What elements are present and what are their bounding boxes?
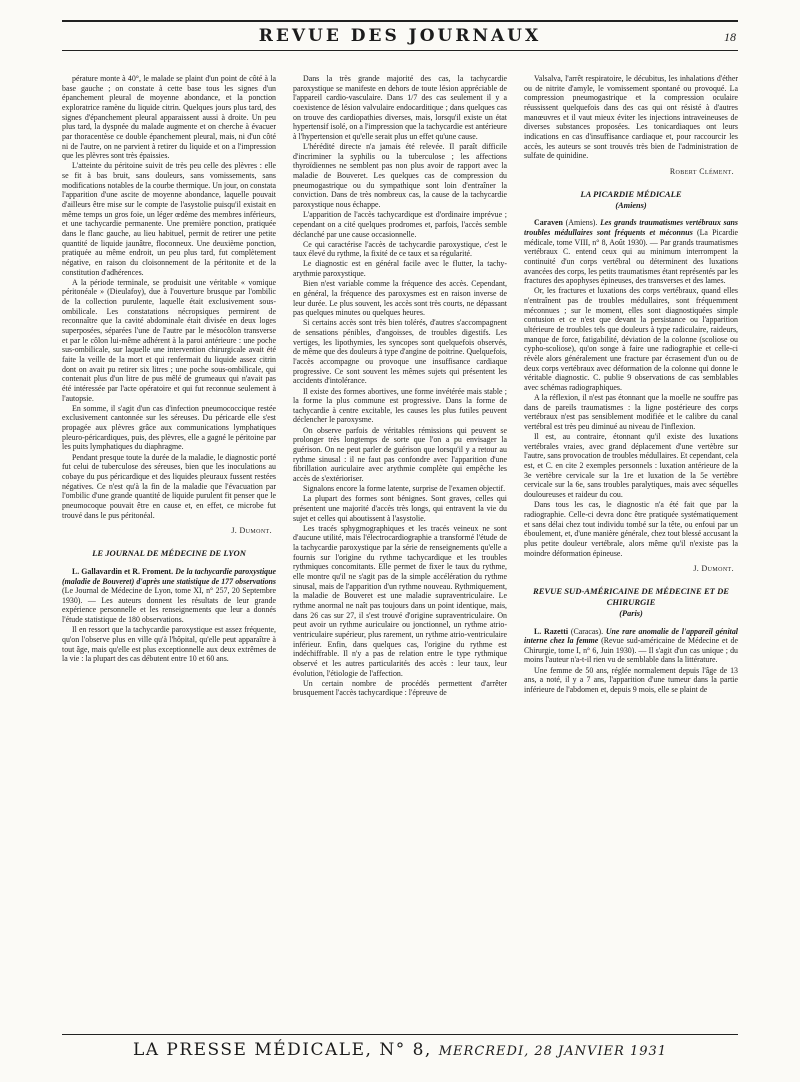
paragraph: En somme, il s'agit d'un cas d'infection pneumococcique restée exclusivement cantonnée sur les séreuses. Du péricarde elle s'est propagée aux plèvres grâce aux communications lymphatiques pleuro-péricardiques, puis, des plèvres, elle a gagné le péritoine par les puits lymphatiques du diaphragme.: [62, 403, 276, 452]
article-reference: (Revue sud-américaine de Médecine et de Chirurgie, tome I, n° 6, Juin 1930). — Il s'agit d'un cas unique ; du moins l'auteur n'a-t-il rien vu de semblable dans la littérature.: [524, 636, 738, 665]
footer-date: MERCREDI, 28 JANVIER 1931: [438, 1044, 668, 1059]
footer-rule: [62, 1034, 738, 1035]
author-signature: J. Dumont.: [231, 526, 272, 536]
article-title: De la tachycardie paroxystique (maladie de Bouveret) d'après une statistique de 177 observations: [62, 566, 276, 586]
paragraph: Un certain nombre de procédés permettent d'arrêter brusquement l'accès tachycardique : l'épreuve de: [293, 678, 507, 698]
paragraph: Or, les fractures et luxations des corps vertébraux, quand elles n'entraînent pas de troubles médullaires, sont fréquemment méconnues ; sur le moment, elles sont diagnostiquées simple contusion et ce n'est que devant la persistance ou l'apparition ultérieure de troubles tels que douleurs à type radiculaire, raideurs, manque de force, fatigabilité, déviation de la colonne (scoliose ou cypho-scoliose), qu'on songe à faire une radiographie et celle-ci révèle alors généralement une fracture par écrasement d'un ou de deux corps vertébraux avec déformation de la colonne qui donne le véritable diagnostic. C. publie 9 observations de cas semblables avec schémas radiographiques.: [524, 286, 738, 392]
paragraph: Ce qui caractérise l'accès de tachycardie paroxystique, c'est le taux élevé du rythme, la fixité de ce taux et sa régularité.: [293, 239, 507, 259]
paragraph: L'hérédité directe n'a jamais été relevée. Il paraît difficile d'incriminer la syphilis ou la tuberculose ; les affections thyroïdiennes ne semblent pas non plus avoir de rapport avec la maladie de Bouveret. Les quelques cas de compression du pneumogastrique ou du sympathique sont loin d'entraîner la conviction. Dans de très nombreux cas, la cause de la tachycardie paroxystique nous échappe.: [293, 142, 507, 210]
paragraph: pérature monte à 40°, le malade se plaint d'un point de côté à la base gauche ; on constate à cette base tous les signes d'un épanchement pleural de moyenne abondance, et la ponction exploratrice ramène du liquide citrin. Quelques jours plus tard, des signes d'épanchement pleural apparaissent aussi à droite. Un peu plus tard, la dyspnée du malade augmente et on cherche à évacuer par thoracentèse ce double épanchement pleural, mais, ni d'un côté ni de l'autre, on ne parvient à retirer du liquide et on a l'impression que les plèvres sont très épaissies.: [62, 74, 276, 161]
article-title: Une rare anomalie de l'appareil génital interne chez la femme: [524, 626, 738, 646]
header-top-rule: [62, 20, 738, 22]
footer-issue-number: N° 8,: [379, 1040, 432, 1060]
paragraph: Dans tous les cas, le diagnostic n'a été fait que par la radiographie. Celle-ci devra donc être pratiquée systématiquement et sans délai chez tout individu tombé sur la tête, ou enfoui par un éboulement, et, d'une manière générale, chez tout blessé accusant la plus petite douleur vertébrale, alors même qu'il n'existe pas la moindre déformation épineuse.: [524, 500, 738, 558]
journal-section-heading: LE JOURNAL DE MÉDECINE DE LYON: [92, 547, 246, 558]
paragraph: Le diagnostic est en général facile avec le flutter, la tachy-arythmie paroxystique.: [293, 259, 507, 279]
paragraph: Dans la très grande majorité des cas, la tachycardie paroxystique se manifeste en dehors de toute lésion appréciable de l'appareil cardio-vasculaire. Dans 1/7 des cas seulement il y a coexistence de lésion valvulaire endocarditique ; dans quelques cas on trouve des cardiopathies diverses, mais, lorsqu'il existe un état hypertensif isolé, on a l'impression que la tachycardie est antérieure à l'hypertension et qu'elle serait plus un effet qu'une cause.: [293, 74, 507, 141]
article-place: (Caracas).: [570, 626, 604, 636]
paragraph: Valsalva, l'arrêt respiratoire, le décubitus, les inhalations d'éther ou de nitrite d'amyle, le vomissement spontané ou provoqué. La compression pneumogastrique et la compression oculaire réussissent quelquefois dans des cas qui ont résisté à d'autres manœuvres et il vaut mieux éviter les injections intraveineuses de diverses substances proposées. Les tonicardiaques ont leurs indications en cas d'insuffisance cardiaque et, pour raccourcir les accès, les auteurs se sont trouvés très bien de l'administration de sulfate de quinidine.: [524, 74, 738, 161]
article-authors: L. Razetti: [534, 626, 569, 636]
paragraph: On observe parfois de véritables rémissions qui peuvent se prolonger très longtemps de sorte que l'on a pu envisager la guérison. On ne peut parler de guérison que lorsqu'il y a retour au rythme sinusal : il ne faut pas confondre avec l'apparition d'une fibrillation auriculaire avec arythmie complète qui empêche les accès de s'extérioriser.: [293, 425, 507, 483]
paragraph: L'apparition de l'accès tachycardique est d'ordinaire imprévue ; cependant on a cité quelques prodromes et, parfois, l'accès semble déclanché par une cause occasionnelle.: [293, 210, 507, 239]
article-title: Les grands traumatismes vertébraux sans troubles médullaires sont fréquents et méconnus: [524, 218, 738, 237]
article-place: (Amiens).: [565, 218, 598, 228]
paragraph: La plupart des formes sont bénignes. Sont graves, celles qui présentent une majorité d'accès très longs, qui entravent la vie du sujet et celles qui aboutissent à l'asystolie.: [293, 494, 507, 523]
paragraph: A la réflexion, il n'est pas étonnant que la moelle ne souffre pas dans de pareils traumatismes : la ligne postérieure des corps vertébraux n'est pas sensiblement modifiée et le calibre du canal vertébral est très peu diminué au niveau de l'inflexion.: [524, 393, 738, 431]
article-authors: Caraven: [534, 218, 563, 228]
article-reference: (Le Journal de Médecine de Lyon, tome XI, n° 257, 20 Septembre 1930). — Les auteurs donnent les résultats de leur grande expérience personnelle et les renseignements que leur a donnés l'étude statistique de 180 observations.: [62, 586, 276, 625]
paragraph: Pendant presque toute la durée de la maladie, le diagnostic porté fut celui de tuberculose des séreuses, bien que les inoculations au cobaye du pus péricardique et des liquides pleuraux fussent restées négatives. Ce n'est qu'à la fin de la maladie que l'évacuation par l'ombilic d'une grande quantité de liquide purulent fit penser que le pneumocoque pouvait être en cause et, en effet, ce microbe fut trouvé dans le pus péritonéal.: [62, 452, 276, 520]
header-bottom-rule: [62, 50, 738, 51]
paragraph: Il existe des formes abortives, une forme invétérée mais stable ; la forme la plus commune est progressive. Dans la forme de tachycardie à centre excitable, les causes les plus futiles peuvent déclencher le paroxysme.: [293, 386, 507, 425]
paragraph: Il est, au contraire, étonnant qu'il existe des luxations vertébrales vraies, avec grand déplacement d'une vertèbre sur l'autre, sans provocation de troubles médullaires. Et cependant, cela est, et C. en cite 2 exemples personnels : luxation antérieure de la 3e vertèbre cervicale sur la 1re et luxation de la 5e vertèbre cervicale sur la 6e, sans troubles paralytiques, mais avec séquelles douloureuses et raideur du cou.: [524, 432, 738, 500]
article-reference: (La Picardie médicale, tome VIII, n° 8, Août 1930). — Par grands traumatismes vertébraux C. entend ceux qui au minimum interrompent la continuité d'un corps vertébral ou déterminent des luxations avancées des corps, les petits traumatismes étant représentés par les fractures des apophyses épineuses, des transverses et des lames.: [524, 227, 738, 286]
article-authors: L. Gallavardin et R. Froment.: [72, 566, 174, 576]
page-number: 18: [724, 30, 736, 44]
article-lead: [62, 567, 276, 625]
footer-journal-name: LA PRESSE MÉDICALE,: [132, 1040, 373, 1060]
paragraph: Signalons encore la forme latente, surprise de l'examen objectif.: [303, 484, 506, 494]
journal-section-city: (Paris): [619, 608, 643, 618]
page-footer: [62, 1040, 738, 1060]
paragraph: Bien n'est variable comme la fréquence des accès. Cependant, en général, la fréquence des paroxysmes est en raison inverse de leur durée. Le plus souvent, les accès sont très courts, ne dépassant pas quelques minutes ou quelques heures.: [293, 279, 507, 318]
paragraph: A la période terminale, se produisit une véritable « vomique péritonéale » (Dieulafoy), due à l'ouverture brusque par l'ombilic de la collection purulente, laquelle était exclusivement sous-ombilicale. Les constatations nécropsiques permirent de reconnaître que la cavité abdominale était divisée en deux loges superposées, séparées l'une de l'autre par le mésocôlon transverse et par le côlon lui-même adhérent à la paroi antérieure : une poche sus-ombilicale, sur laquelle une intervention chirurgicale avait été faite la veille de la mort et qui renfermait du liquide assez citrin dont on avait pu retirer six litres ; une poche sous-ombilicale, qui contenait plus d'un litre de pus mêlé de grumeaux qui n'avait pas été intéressée par l'acte opératoire et qui fut reconnue seulement à l'autopsie.: [62, 277, 276, 403]
running-header-title: REVUE DES JOURNAUX: [258, 26, 542, 46]
paragraph: Si certains accès sont très bien tolérés, d'autres s'accompagnent de sensations pénibles, d'angoisses, de troubles digestifs. Les vertiges, les lipothymies, les syncopes sont quelquefois observés, de même que des douleurs à type d'angine de poitrine. Quelquefois, l'accès accompagne ou provoque une insuffisance cardiaque progressive. Ce sont souvent les mêmes sujets qui présentent les accidents d'intolérance.: [293, 318, 507, 386]
paragraph: Il en ressort que la tachycardie paroxystique est assez fréquente, qu'on l'observe plus en ville qu'à l'hôpital, qu'elle peut apparaître à tout âge, mais qu'elle est plus exceptionnelle aux deux extrêmes de la vie : la plupart des cas débutent entre 10 et 60 ans.: [62, 625, 276, 664]
article-lead: [524, 627, 738, 666]
paragraph: Les tracés sphygmographiques et les tracés veineux ne sont d'aucune utilité, mais l'électrocardiographie a transformé l'étude de la tachycardie paroxystique par la série de renseignements qu'elle a fournis sur l'origine du rythme tachycardique et les troubles rythmiques concomitants. Elle permet de fixer le taux du rythme, elle montre qu'il ne s'agit pas de la simple accélération du rythme sinusal, mais de l'apparition d'un rythme nouveau. Rythmiquement, la maladie de Bouveret est une maladie supraventriculaire. Le rythme anormal ne naît pas toujours dans un point identique, mais, dans 26 cas sur 27, il s'est trouvé d'origine supraventriculaire. On peut avoir un rythme auriculaire ou jonctionnel, un rythme atrio-ventriculaire supérieur, plus rarement, un rythme atrio-ventriculaire inférieur. Enfin, dans quelques cas, l'origine du rythme est indéchiffrable. Il n'y a pas de relation entre le type rythmique observé et les autres particularités des accès : leur taux, leur évolution, l'étiologie de l'affection.: [293, 523, 507, 678]
column-left: [62, 74, 276, 1029]
journal-section-city: (Amiens): [615, 200, 647, 210]
text-columns: [62, 74, 738, 1029]
paragraph: L'atteinte du péritoine suivit de très peu celle des plèvres : elle se fit à bas bruit, sans douleurs, sans vomissements, sans modifications notables de la courbe thermique. Un jour, on constata l'apparition d'une ascite de moyenne abondance, laquelle pouvait d'ailleurs être mise sur le compte de l'asystolie puisqu'il existait en même temps un gros foie, un léger œdème des membres inférieurs, et une tachycardie permanente. Une première ponction, pratiquée dans le flanc gauche, au lieu habituel, permit de retirer une petite quantité de liquide jaunâtre, floconneux. Une deuxième ponction, pratiquée au même endroit, un peu plus tard, fut complètement négative, en raison du cloisonnement de la péritonite et de la constitution d'adhérences.: [62, 161, 276, 277]
author-signature: J. Dumont.: [693, 564, 734, 574]
article-lead: [524, 218, 738, 286]
author-signature: Robert Clément.: [669, 166, 734, 176]
column-right: [524, 74, 738, 1029]
journal-section-heading: LA PICARDIE MÉDICALE: [580, 188, 682, 199]
journal-section-heading: REVUE SUD-AMÉRICAINE DE MÉDECINE ET DE CHIRURGIE: [532, 585, 730, 607]
column-middle: [293, 74, 507, 1029]
paragraph: Une femme de 50 ans, réglée normalement depuis l'âge de 13 ans, a noté, il y a 7 ans, l'apparition d'une tumeur dans la partie inférieure de l'abdomen et, depuis 9 mois, elle se plaint de: [524, 665, 738, 694]
